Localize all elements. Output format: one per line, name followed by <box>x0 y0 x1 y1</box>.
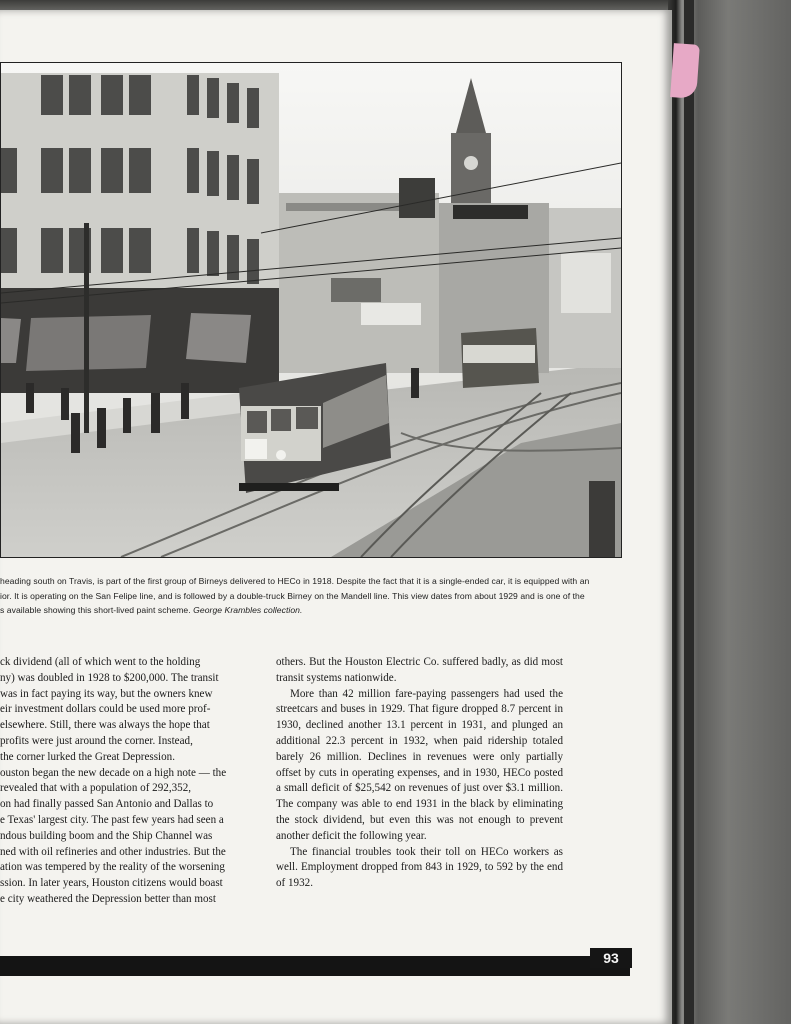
paragraph-3: The financial troubles took their toll on HECo workers as well. Employment dropped from 843 in 1929, to 592 by the end of 1932. <box>276 845 563 890</box>
page-number: 93 <box>590 948 632 968</box>
body-line: ndous building boom and the Ship Channel was <box>0 829 213 842</box>
body-line: elsewhere. Still, there was always the hope that <box>0 719 210 732</box>
body-line: e Texas' largest city. The past few years had seen a <box>0 813 224 826</box>
paragraph-1: others. But the Houston Electric Co. suffered badly, as did most transit systems nationwide. <box>276 656 563 684</box>
body-line: ned with oil refineries and other industries. But the <box>0 845 226 858</box>
photo-credit: George Krambles collection. <box>193 605 303 615</box>
body-line: profits were just around the corner. Instead, <box>0 734 193 747</box>
body-line: on had finally passed San Antonio and Dallas to <box>0 798 214 811</box>
book-spine-edge <box>684 0 694 1024</box>
photo-caption <box>0 574 630 618</box>
caption-line-text: s available showing this short-lived paint scheme. <box>0 605 194 615</box>
body-line: ssion. In later years, Houston citizens would boast <box>0 877 223 890</box>
caption-line <box>0 603 630 618</box>
footer-bar <box>0 956 630 976</box>
body-line: ouston began the new decade on a high note — the <box>0 766 227 779</box>
streetcar-photo <box>0 62 622 558</box>
caption-line: ior. It is operating on the San Felipe line, and is followed by a double-truck Birney on the Mandell line. This view dates from about 1929 and is one of the <box>0 590 585 601</box>
body-line: the corner lurked the Great Depression. <box>0 750 175 763</box>
left-text-column <box>0 655 253 908</box>
right-text-column <box>276 655 563 892</box>
body-line: e city weathered the Depression better than most <box>0 892 216 905</box>
body-line: revealed that with a population of 292,352, <box>0 782 192 795</box>
body-line: was in fact paying its way, but the owners knew <box>0 687 213 700</box>
body-line: ck dividend (all of which went to the holding <box>0 656 201 668</box>
body-line: ation was tempered by the reality of the worsening <box>0 861 225 874</box>
body-line: eir investment dollars could be used more prof- <box>0 703 211 716</box>
caption-line: heading south on Travis, is part of the first group of Birneys delivered to HECo in 1918. Despite the fact that it is a single-ended car, it is equipped with an <box>0 576 590 586</box>
paragraph-2: More than 42 million fare-paying passengers had used the streetcars and buses in 1929. That figure dropped 8.7 percent in 1930, declined another 13.1 percent in 1931, and plunged an additional 22.3 percent in 1932, when paid ridership totaled barely 26 million. Declines in revenues were only partially offset by cuts in operating expenses, and in 1930, HECo posted a small deficit of $25,542 on revenues of just over $3.1 million. The company was able to end 1931 in the black by eliminating the stock dividend, but even this was not enough to prevent another deficit the following year. <box>276 687 563 842</box>
body-line: ny) was doubled in 1928 to $200,000. The transit <box>0 671 219 684</box>
